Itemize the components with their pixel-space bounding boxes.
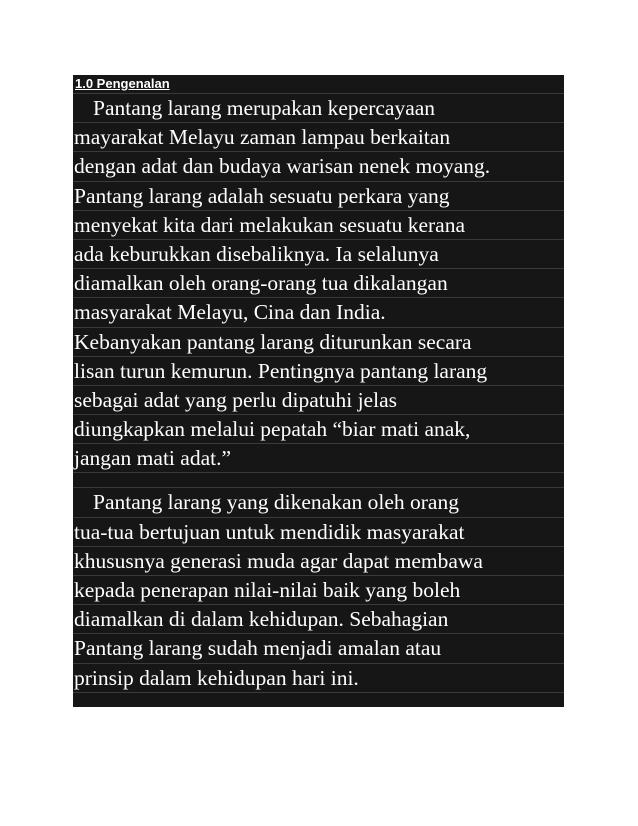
text-line: mayarakat Melayu zaman lampau berkaitan bbox=[73, 123, 564, 152]
section-heading bbox=[73, 75, 564, 94]
text-line: Pantang larang merupakan kepercayaan bbox=[73, 94, 564, 123]
text-line: menyekat kita dari melakukan sesuatu kerana bbox=[73, 211, 564, 240]
text-line: Pantang larang adalah sesuatu perkara yang bbox=[73, 182, 564, 211]
text-line: dengan adat dan budaya warisan nenek moyang. bbox=[73, 152, 564, 181]
text-line: diamalkan di dalam kehidupan. Sebahagian bbox=[73, 605, 564, 634]
text-line: kepada penerapan nilai-nilai baik yang boleh bbox=[73, 576, 564, 605]
text-line: diungkapkan melalui pepatah “biar mati anak, bbox=[73, 415, 564, 444]
text-line: lisan turun kemurun. Pentingnya pantang larang bbox=[73, 357, 564, 386]
section-bottom-padding bbox=[73, 693, 564, 707]
text-line: Pantang larang yang dikenakan oleh orang bbox=[73, 488, 564, 517]
paragraph-2 bbox=[73, 488, 564, 692]
text-line: Kebanyakan pantang larang diturunkan secara bbox=[73, 328, 564, 357]
document-section bbox=[73, 75, 564, 707]
text-line: ada keburukkan disebaliknya. Ia selalunya bbox=[73, 240, 564, 269]
paragraph-1 bbox=[73, 94, 564, 473]
paragraph-gap bbox=[73, 473, 564, 488]
text-line: jangan mati adat.” bbox=[73, 444, 564, 473]
section-heading-text: 1.0 Pengenalan bbox=[75, 76, 170, 91]
text-line: diamalkan oleh orang-orang tua dikalangan bbox=[73, 269, 564, 298]
text-line: prinsip dalam kehidupan hari ini. bbox=[73, 664, 564, 693]
text-line: masyarakat Melayu, Cina dan India. bbox=[73, 298, 564, 327]
text-line: sebagai adat yang perlu dipatuhi jelas bbox=[73, 386, 564, 415]
text-line: Pantang larang sudah menjadi amalan atau bbox=[73, 634, 564, 663]
text-line: tua-tua bertujuan untuk mendidik masyarakat bbox=[73, 518, 564, 547]
text-line: khususnya generasi muda agar dapat membawa bbox=[73, 547, 564, 576]
